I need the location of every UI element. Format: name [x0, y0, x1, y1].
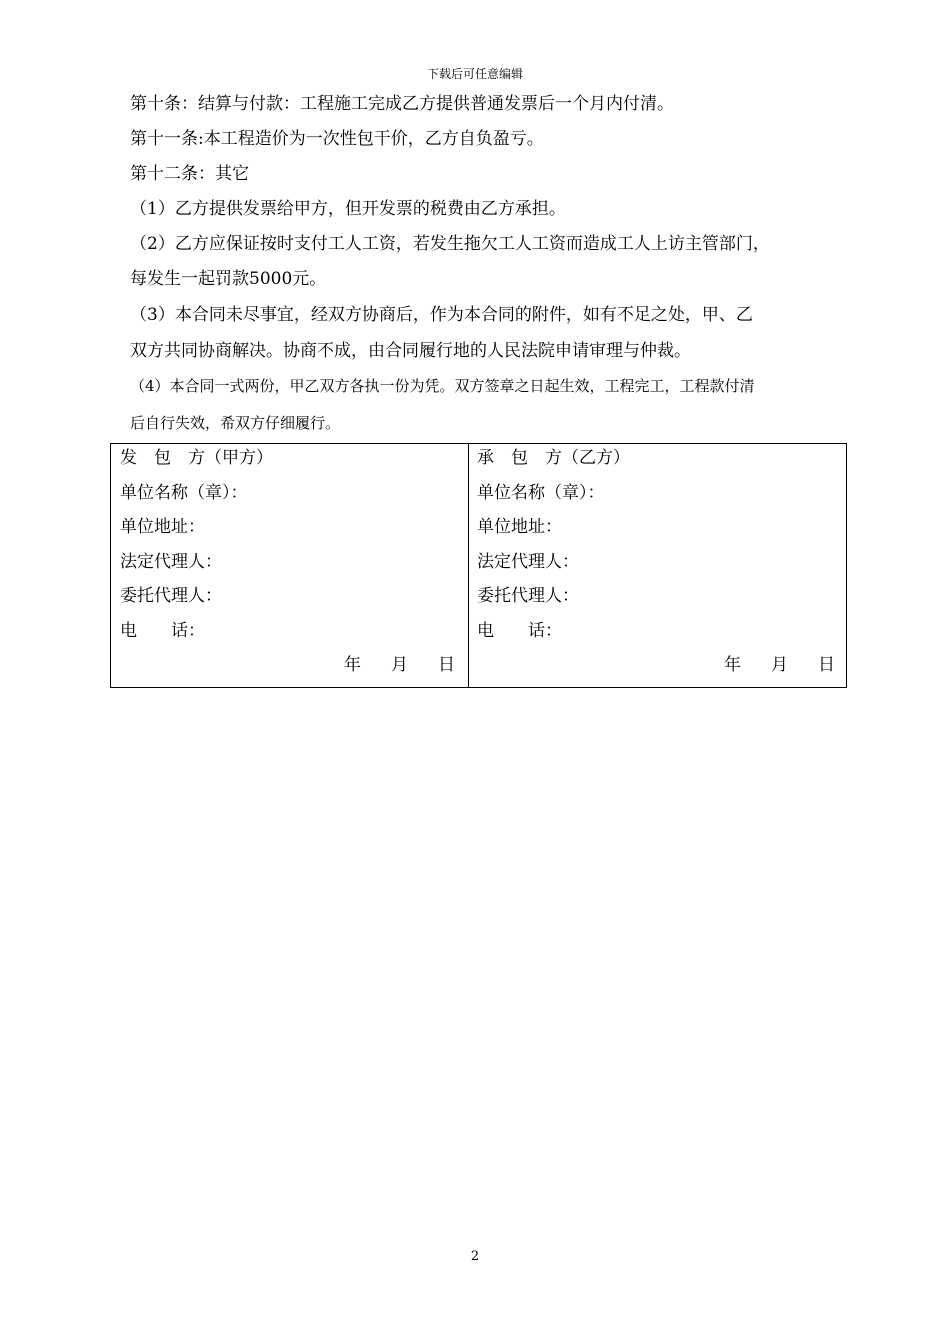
clause-12-item-2-line-2: 每发生一起罚款5000元。 [130, 269, 327, 289]
party-a-date-year: 年 [344, 655, 361, 675]
party-b-date-month: 月 [771, 655, 788, 675]
clause-10: 第十条：结算与付款：工程施工完成乙方提供普通发票后一个月内付清。 [130, 94, 674, 114]
party-b-phone: 电 话： [477, 621, 562, 641]
party-a-date [344, 654, 455, 676]
header-note: 下载后可任意编辑 [426, 67, 523, 81]
party-a-phone: 电 话： [120, 621, 205, 641]
signature-table [110, 443, 847, 688]
clause-12-item-2-line-1: （2）乙方应保证按时支付工人工资，若发生拖欠工人工资而造成工人上访主管部门， [130, 234, 770, 254]
party-a-legal-rep: 法定代理人： [120, 552, 222, 572]
party-a-agent: 委托代理人： [120, 586, 222, 606]
party-b-legal-rep: 法定代理人： [477, 552, 579, 572]
party-b-date-day: 日 [818, 655, 835, 675]
party-b-date-year: 年 [724, 655, 741, 675]
party-b-agent: 委托代理人： [477, 586, 579, 606]
clause-11: 第十一条:本工程造价为一次性包干价，乙方自负盈亏。 [130, 129, 544, 149]
party-a-title: 发 包 方（甲方） [120, 448, 273, 468]
clause-12-item-1: （1）乙方提供发票给甲方，但开发票的税费由乙方承担。 [130, 199, 566, 219]
party-a-unit-address: 单位地址： [120, 517, 205, 537]
party-a-date-day: 日 [438, 655, 455, 675]
clause-12-item-4-line-2: 后自行失效，希双方仔细履行。 [130, 414, 341, 432]
clause-12-item-4-line-1: （4）本合同一式两份，甲乙双方各执一份为凭。双方签章之日起生效，工程完工，工程款付清 [130, 377, 755, 395]
party-b-date [724, 654, 835, 676]
party-b-unit-address: 单位地址： [477, 517, 562, 537]
table-divider [468, 444, 469, 687]
party-b-title: 承 包 方（乙方） [477, 448, 630, 468]
party-a-date-month: 月 [391, 655, 408, 675]
party-a-unit-name: 单位名称（章）： [120, 483, 248, 503]
party-b-unit-name: 单位名称（章）： [477, 483, 605, 503]
clause-12-item-3-line-2: 双方共同协商解决。协商不成，由合同履行地的人民法院申请审理与仲裁。 [130, 341, 691, 361]
page-number: 2 [470, 1249, 480, 1264]
clause-12-item-3-line-1: （3）本合同未尽事宜，经双方协商后，作为本合同的附件，如有不足之处，甲、乙 [130, 305, 753, 325]
clause-12: 第十二条：其它 [130, 164, 249, 184]
